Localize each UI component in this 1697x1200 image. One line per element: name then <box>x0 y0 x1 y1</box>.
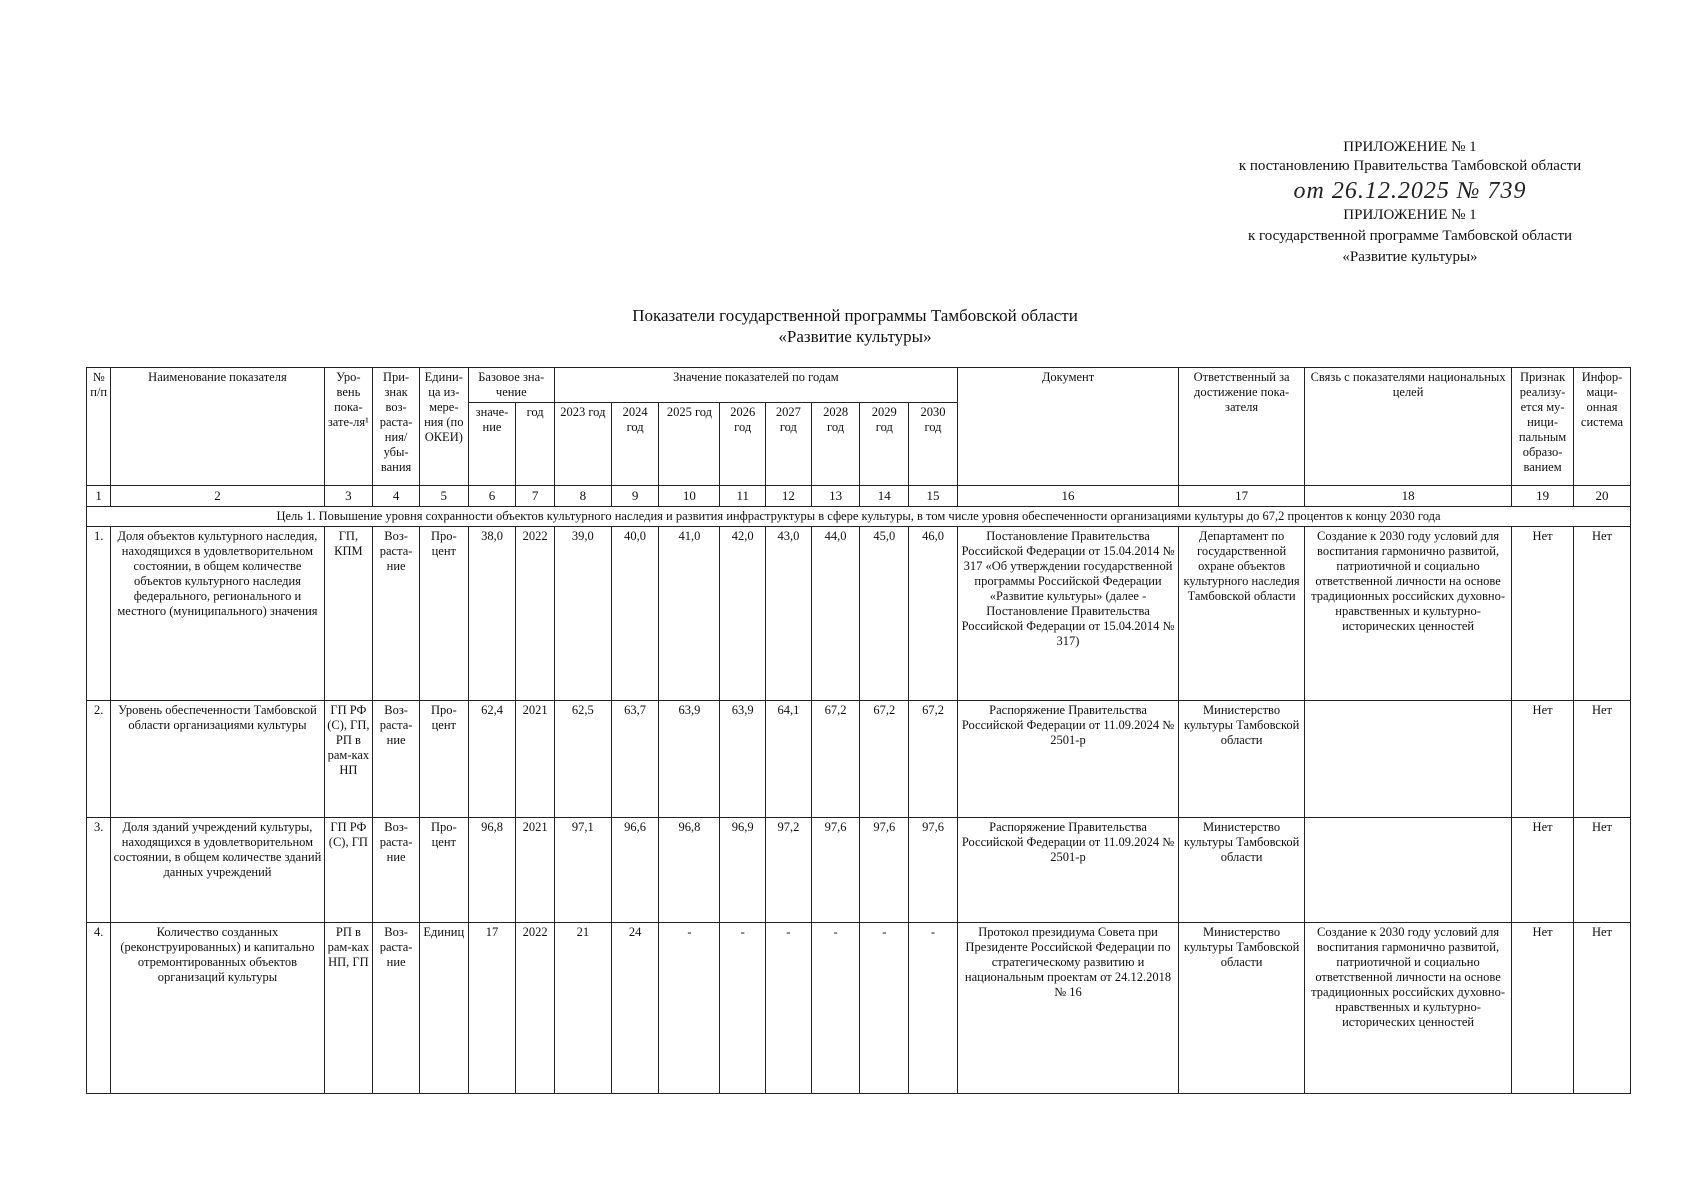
resolution-reference: к постановлению Правительства Тамбовской области <box>1238 158 1582 174</box>
col-header-year-2028: 2028 год <box>811 403 860 486</box>
indicator-level: ГП РФ (С), ГП, РП в рам-ках НП <box>324 701 373 818</box>
column-number: 17 <box>1179 486 1305 507</box>
national-goal-link <box>1305 701 1512 818</box>
responsible: Департамент по государственной охране объектов культурного наследия Тамбовской области <box>1179 527 1305 701</box>
value-2024: 96,6 <box>611 818 659 923</box>
column-number: 15 <box>909 486 958 507</box>
column-number: 3 <box>324 486 373 507</box>
value-2028: 67,2 <box>811 701 860 818</box>
value-2030: - <box>909 923 958 1094</box>
responsible: Министерство культуры Тамбовской области <box>1179 923 1305 1094</box>
indicator-sign: Воз-раста-ние <box>373 701 420 818</box>
col-header-link: Связь с показателями национальных целей <box>1305 368 1512 486</box>
value-2030: 67,2 <box>909 701 958 818</box>
national-goal-link <box>1305 818 1512 923</box>
national-goal-link: Создание к 2030 году условий для воспитания гармонично развитой, патриотичной и социально ответственной личности на основе традиционных российских духовно-нравственных и культурно-исторических ценностей <box>1305 923 1512 1094</box>
col-header-year-2029: 2029 год <box>860 403 909 486</box>
document-ref: Распоряжение Правительства Российской Федерации от 11.09.2024 № 2501-р <box>957 818 1178 923</box>
value-2025: 96,8 <box>659 818 720 923</box>
column-numbers-row <box>87 486 1631 507</box>
indicator-name: Количество созданных (реконструированных) и капитально отремонтированных объектов организаций культуры <box>111 923 324 1094</box>
value-2023: 62,5 <box>554 701 611 818</box>
value-2028: 44,0 <box>811 527 860 701</box>
table-row <box>87 923 1631 1094</box>
value-2023: 97,1 <box>554 818 611 923</box>
column-number: 19 <box>1512 486 1574 507</box>
col-header-year-2023: 2023 год <box>554 403 611 486</box>
value-2029: - <box>860 923 909 1094</box>
row-num: 1. <box>87 527 111 701</box>
column-number: 5 <box>419 486 468 507</box>
base-year: 2022 <box>516 527 555 701</box>
base-year: 2021 <box>516 818 555 923</box>
info-system: Нет <box>1574 818 1631 923</box>
col-header-base-year: год <box>516 403 555 486</box>
indicator-unit: Единиц <box>419 923 468 1094</box>
indicator-sign: Воз-раста-ние <box>373 818 420 923</box>
column-number: 11 <box>720 486 766 507</box>
value-2027: 97,2 <box>766 818 812 923</box>
col-header-name: Наименование показателя <box>111 368 324 486</box>
column-number: 8 <box>554 486 611 507</box>
indicator-level: ГП РФ (С), ГП <box>324 818 373 923</box>
base-value: 62,4 <box>468 701 516 818</box>
document-title <box>430 305 1280 347</box>
municipal-flag: Нет <box>1512 527 1574 701</box>
column-number: 13 <box>811 486 860 507</box>
indicator-level: РП в рам-ках НП, ГП <box>324 923 373 1094</box>
value-2024: 24 <box>611 923 659 1094</box>
program-name: «Развитие культуры» <box>1342 249 1478 265</box>
value-2029: 67,2 <box>860 701 909 818</box>
indicator-level: ГП, КПМ <box>324 527 373 701</box>
value-2027: 43,0 <box>766 527 812 701</box>
value-2023: 21 <box>554 923 611 1094</box>
value-2028: - <box>811 923 860 1094</box>
document-ref: Протокол президиума Совета при Президенте Российской Федерации по стратегическому развитию и национальным проектам от 24.12.2018 № 16 <box>957 923 1178 1094</box>
column-number: 4 <box>373 486 420 507</box>
col-header-document: Документ <box>957 368 1178 486</box>
goal-row <box>87 507 1631 527</box>
col-header-year-2025: 2025 год <box>659 403 720 486</box>
col-header-year-2030: 2030 год <box>909 403 958 486</box>
value-2030: 46,0 <box>909 527 958 701</box>
municipal-flag: Нет <box>1512 818 1574 923</box>
value-2027: - <box>766 923 812 1094</box>
col-header-sign: При-знак воз-раста-ния/ убы-вания <box>373 368 420 486</box>
info-system: Нет <box>1574 701 1631 818</box>
value-2025: 41,0 <box>659 527 720 701</box>
national-goal-link: Создание к 2030 году условий для воспитания гармонично развитой, патриотичной и социально ответственной личности на основе традиционных российских духовно-нравственных и культурно-исторических ценностей <box>1305 527 1512 701</box>
appendix-title-2: ПРИЛОЖЕНИЕ № 1 <box>1343 207 1477 223</box>
row-num: 2. <box>87 701 111 818</box>
indicator-unit: Про-цент <box>419 701 468 818</box>
col-header-unit: Едини-ца из-мере-ния (по ОКЕИ) <box>419 368 468 486</box>
document-title-line2: «Развитие культуры» <box>778 327 932 346</box>
table-row <box>87 527 1631 701</box>
value-2029: 45,0 <box>860 527 909 701</box>
col-header-year-2026: 2026 год <box>720 403 766 486</box>
col-header-responsible: Ответственный за достижение пока-зателя <box>1179 368 1305 486</box>
municipal-flag: Нет <box>1512 701 1574 818</box>
indicator-name: Доля объектов культурного наследия, находящихся в удовлетворительном состоянии, в общем количестве объектов культурного наследия федерального, регионального и местного (муниципального) значения <box>111 527 324 701</box>
handwritten-date-number: от 26.12.2025 № 739 <box>1293 178 1527 204</box>
appendix-header <box>1200 138 1620 267</box>
column-number: 1 <box>87 486 111 507</box>
municipal-flag: Нет <box>1512 923 1574 1094</box>
base-value: 17 <box>468 923 516 1094</box>
table-row <box>87 701 1631 818</box>
column-number: 10 <box>659 486 720 507</box>
base-value: 96,8 <box>468 818 516 923</box>
col-header-year-2024: 2024 год <box>611 403 659 486</box>
col-header-level: Уро-вень пока-зате-ля¹ <box>324 368 373 486</box>
indicator-sign: Воз-раста-ние <box>373 527 420 701</box>
responsible: Министерство культуры Тамбовской области <box>1179 701 1305 818</box>
indicator-unit: Про-цент <box>419 818 468 923</box>
col-header-years-group: Значение показателей по годам <box>554 368 957 403</box>
column-number: 20 <box>1574 486 1631 507</box>
col-header-municipal: Признак реализу-ется му-ници-пальным образо-ванием <box>1512 368 1574 486</box>
column-number: 14 <box>860 486 909 507</box>
column-number: 6 <box>468 486 516 507</box>
info-system: Нет <box>1574 923 1631 1094</box>
value-2027: 64,1 <box>766 701 812 818</box>
col-header-base-value: значе-ние <box>468 403 516 486</box>
value-2023: 39,0 <box>554 527 611 701</box>
value-2030: 97,6 <box>909 818 958 923</box>
indicators-table <box>86 367 1631 1094</box>
row-num: 3. <box>87 818 111 923</box>
column-number: 2 <box>111 486 324 507</box>
column-number: 12 <box>766 486 812 507</box>
indicator-name: Доля зданий учреждений культуры, находящихся в удовлетворительном состоянии, в общем количестве зданий данных учреждений <box>111 818 324 923</box>
value-2026: - <box>720 923 766 1094</box>
column-number: 9 <box>611 486 659 507</box>
base-year: 2022 <box>516 923 555 1094</box>
info-system: Нет <box>1574 527 1631 701</box>
value-2025: 63,9 <box>659 701 720 818</box>
column-number: 16 <box>957 486 1178 507</box>
base-value: 38,0 <box>468 527 516 701</box>
col-header-year-2027: 2027 год <box>766 403 812 486</box>
table-row <box>87 818 1631 923</box>
indicator-name: Уровень обеспеченности Тамбовской области организациями культуры <box>111 701 324 818</box>
column-number: 18 <box>1305 486 1512 507</box>
col-header-num: № п/п <box>87 368 111 486</box>
value-2029: 97,6 <box>860 818 909 923</box>
program-reference: к государственной программе Тамбовской области <box>1247 228 1573 244</box>
appendix-title: ПРИЛОЖЕНИЕ № 1 <box>1343 139 1477 155</box>
header-row-1 <box>87 368 1631 403</box>
row-num: 4. <box>87 923 111 1094</box>
value-2024: 40,0 <box>611 527 659 701</box>
value-2026: 42,0 <box>720 527 766 701</box>
base-year: 2021 <box>516 701 555 818</box>
document-ref: Постановление Правительства Российской Федерации от 15.04.2014 № 317 «Об утверждении государственной программы Российской Федерации «Развитие культуры» (далее - Постановление Правительства Российской Федерации от 15.04.2014 № 317) <box>957 527 1178 701</box>
value-2028: 97,6 <box>811 818 860 923</box>
value-2026: 96,9 <box>720 818 766 923</box>
document-title-line1: Показатели государственной программы Тамбовской области <box>632 306 1078 325</box>
responsible: Министерство культуры Тамбовской области <box>1179 818 1305 923</box>
indicator-unit: Про-цент <box>419 527 468 701</box>
value-2026: 63,9 <box>720 701 766 818</box>
indicator-sign: Воз-раста-ние <box>373 923 420 1094</box>
value-2025: - <box>659 923 720 1094</box>
document-ref: Распоряжение Правительства Российской Федерации от 11.09.2024 № 2501-р <box>957 701 1178 818</box>
col-header-info-system: Инфор-маци-онная система <box>1574 368 1631 486</box>
goal-text: Цель 1. Повышение уровня сохранности объектов культурного наследия и развития инфраструктуры в сфере культуры, в том числе уровня обеспеченности организациями культуры до 67,2 процентов к концу 2030 года <box>87 507 1631 527</box>
column-number: 7 <box>516 486 555 507</box>
col-header-base: Базовое зна-чение <box>468 368 554 403</box>
value-2024: 63,7 <box>611 701 659 818</box>
